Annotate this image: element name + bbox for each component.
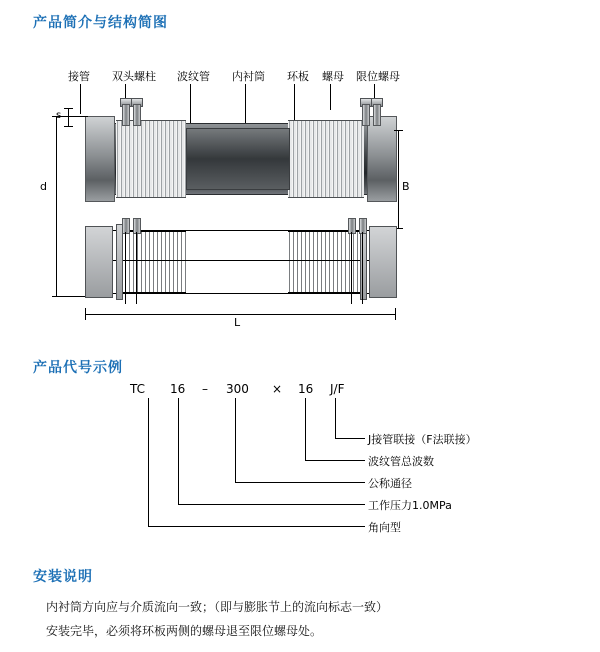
code-desc-pressure: 工作压力1.0MPa (368, 499, 452, 512)
code-token-connection: J/F (330, 382, 345, 396)
structure-diagram (30, 68, 570, 328)
dimension-label-d: d (40, 180, 47, 193)
stud-top-left (122, 104, 130, 126)
dimension-line-d (56, 116, 57, 296)
callout-label-7: 限位螺母 (356, 70, 400, 83)
flange-right (367, 116, 397, 202)
code-leader-v-diameter (235, 398, 236, 482)
bellows-convolutions-left (116, 120, 186, 198)
section-tie-rod-right-2 (362, 232, 363, 304)
callout-label-6: 螺母 (322, 70, 344, 83)
install-notes (46, 598, 566, 646)
dimension-line-B (398, 130, 399, 228)
dimension-tick-L-right (395, 308, 396, 320)
dimension-tick-s-bottom (64, 126, 73, 127)
code-token-waves: 16 (298, 382, 314, 396)
section-tie-rod-left-2 (136, 232, 137, 304)
dimension-line-L-axis (85, 314, 395, 315)
flange-left (85, 116, 115, 202)
inner-sleeve (186, 128, 290, 190)
callout-label-1: 接管 (68, 70, 90, 83)
code-leader-h-type (148, 526, 365, 527)
dimension-tick-L-left (85, 308, 86, 320)
section-tie-rod-right (351, 232, 352, 304)
stud-top-right (362, 104, 370, 126)
dimension-line-s (68, 108, 69, 126)
leader-line-6 (330, 84, 331, 110)
code-leader-h-waves (305, 460, 365, 461)
section-tie-rod-left (125, 232, 126, 304)
code-token-type: TC (130, 382, 146, 396)
install-note-2: 安装完毕，必须将环板两侧的螺母退至限位螺母处。 (46, 624, 323, 638)
code-token-diameter: 300 (226, 382, 249, 396)
section-title-code-example: 产品代号示例 (33, 360, 123, 376)
code-leader-v-pressure (178, 398, 179, 504)
bellows-section-convolutions-right (288, 231, 364, 293)
install-note-1: 内衬筒方向应与介质流向一致；（即与膨胀节上的流向标志一致） (46, 600, 389, 614)
section-flange-left (85, 226, 113, 298)
leader-line-3 (190, 84, 191, 124)
code-token-dash: – (202, 382, 208, 396)
callout-label-2: 双头螺柱 (112, 70, 156, 83)
section-title-product-intro: 产品简介与结构简图 (33, 15, 168, 31)
dimension-tick-B-top (394, 130, 403, 131)
dimension-tick-s-top (64, 108, 73, 109)
leader-line-5 (294, 84, 295, 122)
code-token-times: × (272, 382, 283, 396)
callout-label-5: 环板 (287, 70, 309, 83)
dimension-label-L: L (234, 316, 241, 329)
code-leader-v-type (148, 398, 149, 526)
code-leader-v-connection (335, 398, 336, 438)
section-stud-right (348, 218, 356, 234)
product-code-diagram (30, 382, 570, 547)
code-token-pressure: 16 (170, 382, 186, 396)
code-leader-v-waves (305, 398, 306, 460)
extension-line-d-bottom (56, 296, 88, 297)
code-desc-type: 角向型 (368, 521, 401, 534)
code-leader-h-connection (335, 438, 365, 439)
extension-line-d-top (56, 116, 88, 117)
bellows-section-convolutions-left (116, 231, 186, 293)
callout-label-3: 波纹管 (177, 70, 210, 83)
code-leader-h-pressure (178, 504, 365, 505)
section-stud-right-2 (359, 218, 367, 234)
leader-line-1 (80, 84, 81, 114)
section-stud-left-2 (133, 218, 141, 234)
code-desc-connection: J接管联接（F法联接） (368, 433, 477, 446)
section-flange-right (369, 226, 397, 298)
section-centerline (85, 260, 395, 261)
section-title-install: 安装说明 (33, 569, 93, 585)
section-stud-left (122, 218, 130, 234)
leader-line-4 (245, 84, 246, 128)
callout-label-4: 内衬筒 (232, 70, 265, 83)
dimension-label-B: B (402, 180, 410, 193)
bellows-convolutions-right (288, 120, 364, 198)
code-leader-h-diameter (235, 482, 365, 483)
section-ring-plate-left (116, 224, 123, 300)
code-desc-waves: 波纹管总波数 (368, 455, 434, 468)
stud-top-left-2 (133, 104, 141, 126)
stud-top-right-2 (373, 104, 381, 126)
code-desc-diameter: 公称通径 (368, 477, 412, 490)
